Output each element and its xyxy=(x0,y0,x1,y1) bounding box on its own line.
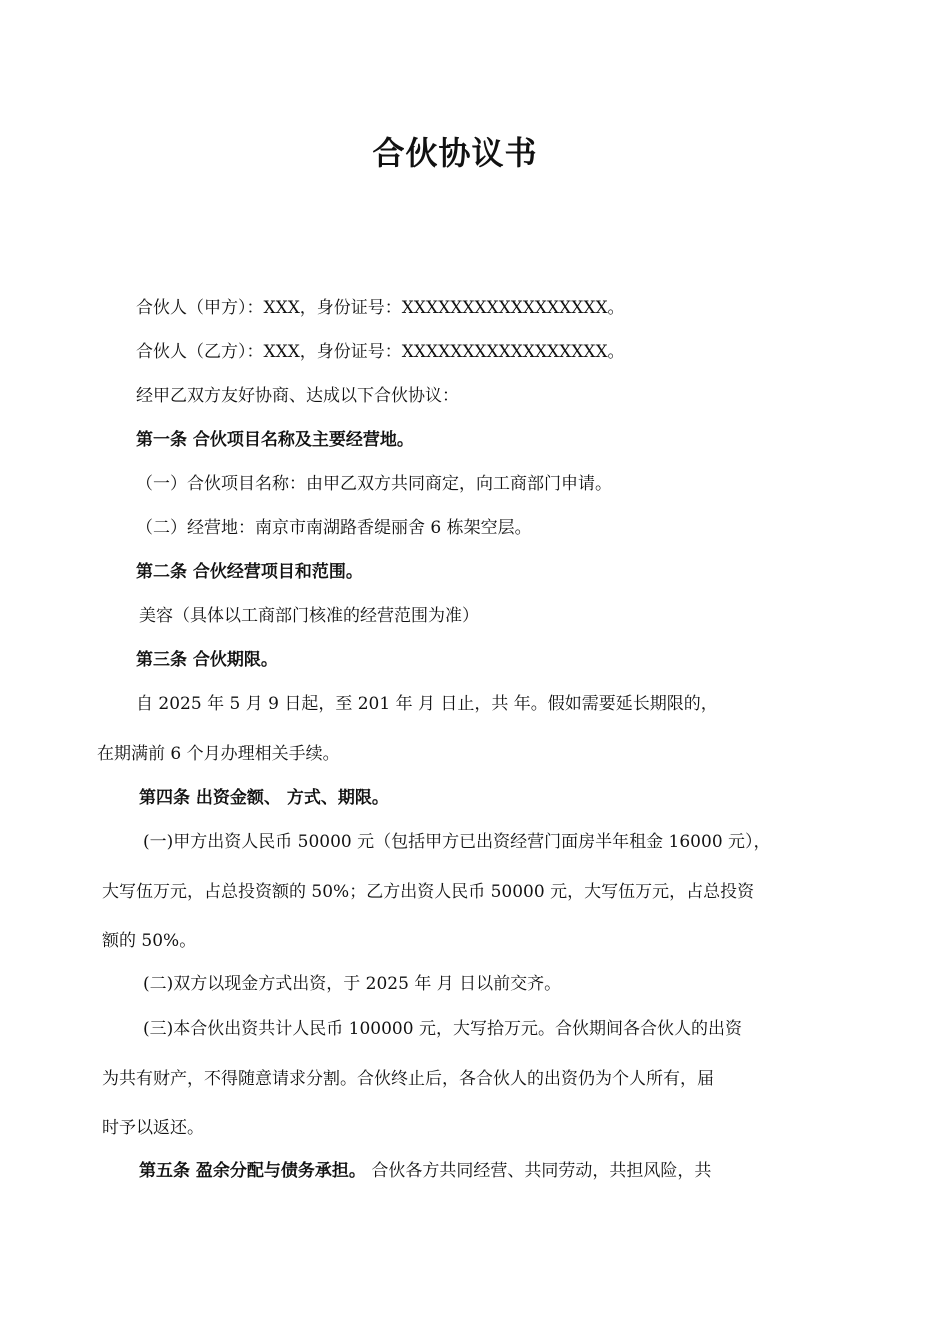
document-title: 合伙协议书 xyxy=(372,134,538,172)
article-4-item-3-line-2: 为共有财产，不得随意请求分割。合伙终止后，各合伙人的出资仍为个人所有，届 xyxy=(102,1069,714,1089)
article-4-heading: 第四条 出资金额、 方式、期限。 xyxy=(139,788,389,808)
article-4-item-2: (二)双方以现金方式出资，于 2025 年 月 日以前交齐。 xyxy=(143,974,562,994)
article-5-heading: 第五条 盈余分配与债务承担。 xyxy=(139,1161,366,1181)
article-4-item-1-line-2: 大写伍万元，占总投资额的 50%；乙方出资人民币 50000 元，大写伍万元，占总投资 xyxy=(102,882,755,902)
article-3-body-line-1: 自 2025 年 5 月 9 日起，至 201 年 月 日止，共 年。假如需要延长期限的， xyxy=(136,694,718,714)
article-5-line xyxy=(139,1159,711,1183)
article-2-heading: 第二条 合伙经营项目和范围。 xyxy=(136,562,363,582)
article-2-body: 美容（具体以工商部门核准的经营范围为准） xyxy=(139,606,479,626)
article-4-item-1-line-3: 额的 50%。 xyxy=(102,931,197,951)
article-3-body-line-2: 在期满前 6 个月办理相关手续。 xyxy=(97,744,340,764)
article-5-body: 合伙各方共同经营、共同劳动，共担风险，共 xyxy=(365,1161,712,1181)
article-4-item-3-line-3: 时予以返还。 xyxy=(102,1118,204,1138)
article-1-item-1: （一）合伙项目名称：由甲乙双方共同商定，向工商部门申请。 xyxy=(136,474,612,494)
intro-paragraph: 经甲乙双方友好协商、达成以下合伙协议： xyxy=(136,386,459,406)
party-a-line: 合伙人（甲方）：XXX，身份证号：XXXXXXXXXXXXXXXXX。 xyxy=(136,298,625,318)
article-4-item-1-line-1: (一)甲方出资人民币 50000 元（包括甲方已出资经营门面房半年租金 16000 元）， xyxy=(143,832,771,852)
article-1-item-2: （二）经营地：南京市南湖路香缇丽舍 6 栋架空层。 xyxy=(136,518,532,538)
article-3-heading: 第三条 合伙期限。 xyxy=(136,650,278,670)
article-1-heading: 第一条 合伙项目名称及主要经营地。 xyxy=(136,430,414,450)
party-b-line: 合伙人（乙方）：XXX，身份证号：XXXXXXXXXXXXXXXXX。 xyxy=(136,342,625,362)
article-4-item-3-line-1: (三)本合伙出资共计人民币 100000 元，大写拾万元。合伙期间各合伙人的出资 xyxy=(143,1019,742,1039)
